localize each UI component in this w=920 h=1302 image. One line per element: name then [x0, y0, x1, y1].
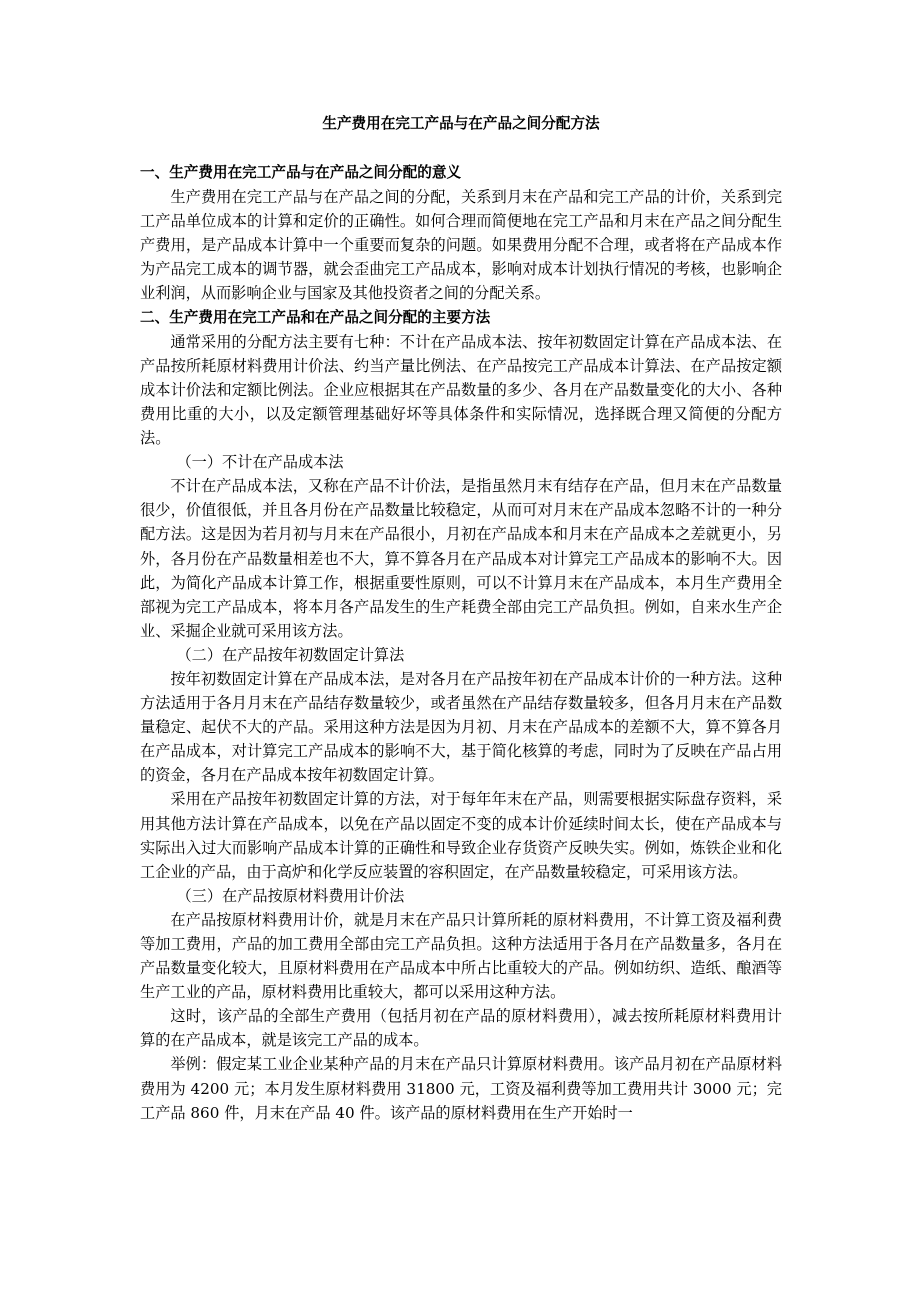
subsection-heading-1: （一）不计在产品成本法: [176, 453, 344, 472]
subsection-heading-2: （二）在产品按年初数固定计算法: [176, 645, 405, 664]
paragraph: 不计在产品成本法，又称在产品不计价法，是指虽然月末有结存在产品，但月末在产品数量很少，价值很低，并且各月份在产品数量比较稳定，从而可对月末在产品成本忽略不计的一种分配方法。这是因为若月初与月末在产品很小，月初在产品成本和月末在产品成本之差就更小，另外，各月份在产品数量相差也不大，算不算各月在产品成本对计算完工产品成本的影响不大。因此，为简化产品成本计算工作，根据重要性原则，可以不计算月末在产品成本，本月生产费用全部视为完工产品成本，将本月各产品发生的生产耗费全部由完工产品负担。例如，自来水生产企业、采掘企业就可采用该方法。: [140, 477, 782, 640]
document-page: [140, 112, 782, 1125]
paragraph: 生产费用在完工产品与在产品之间的分配，关系到月末在产品和完工产品的计价，关系到完工产品单位成本的计算和定价的正确性。如何合理而简便地在完工产品和月末在产品之间分配生产费用，是产品成本计算中一个重要而复杂的问题。如果费用分配不合理，或者将在产品成本作为产品完工成本的调节器，就会歪曲完工产品成本，影响对成本计划执行情况的考核，也影响企业利润，从而影响企业与国家及其他投资者之间的分配关系。: [140, 188, 782, 303]
paragraph: 举例：假定某工业企业某种产品的月末在产品只计算原材料费用。该产品月初在产品原材料费用为 4200 元；本月发生原材料费用 31800 元，工资及福利费等加工费用共计 3000 元；完工产品 860 件，月末在产品 40 件。该产品的原材料费用在生产开始时一: [140, 1055, 782, 1122]
paragraph: 通常采用的分配方法主要有七种：不计在产品成本法、按年初数固定计算在产品成本法、在产品按所耗原材料费用计价法、约当产量比例法、在产品按完工产品成本计算法、在产品按定额成本计价法和定额比例法。企业应根据其在产品数量的多少、各月在产品数量变化的大小、各种费用比重的大小，以及定额管理基础好坏等具体条件和实际情况，选择既合理又简便的分配方法。: [140, 332, 782, 448]
paragraph: 采用在产品按年初数固定计算的方法，对于每年年末在产品，则需要根据实际盘存资料，采用其他方法计算在产品成本，以免在产品以固定不变的成本计价延续时间太长，使在产品成本与实际出入过大而影响产品成本计算的正确性和导致企业存货资产反映失实。例如，炼铁企业和化工企业的产品，由于高炉和化学反应装置的容积固定，在产品数量较稳定，可采用该方法。: [140, 790, 782, 881]
subsection-heading-3: （三）在产品按原材料费用计价法: [176, 886, 405, 905]
paragraph: 按年初数固定计算在产品成本法，是对各月在产品按年初在产品成本计价的一种方法。这种方法适用于各月月末在产品结存数量较少，或者虽然在产品结存数量较多，但各月月末在产品数量稳定、起伏不大的产品。采用这种方法是因为月初、月末在产品成本的差额不大，算不算各月在产品成本，对计算完工产品成本的影响不大，基于简化核算的考虑，同时为了反映在产品占用的资金，各月在产品成本按年初数固定计算。: [140, 669, 782, 785]
section-heading-2: 二、生产费用在完工产品和在产品之间分配的主要方法: [140, 308, 491, 326]
paragraph: 在产品按原材料费用计价，就是月末在产品只计算所耗的原材料费用，不计算工资及福利费等加工费用，产品的加工费用全部由完工产品负担。这种方法适用于各月在产品数量多，各月在产品数量变化较大，且原材料费用在产品成本中所占比重较大的产品。例如纺织、造纸、酿酒等生产工业的产品，原材料费用比重较大，都可以采用这种方法。: [140, 910, 782, 1002]
page-title: 生产费用在完工产品与在产品之间分配方法: [322, 115, 600, 132]
paragraph: 这时，该产品的全部生产费用（包括月初在产品的原材料费用），减去按所耗原材料费用计算的在产品成本，就是该完工产品的成本。: [140, 1007, 782, 1050]
section-heading-1: 一、生产费用在完工产品与在产品之间分配的意义: [140, 164, 462, 181]
